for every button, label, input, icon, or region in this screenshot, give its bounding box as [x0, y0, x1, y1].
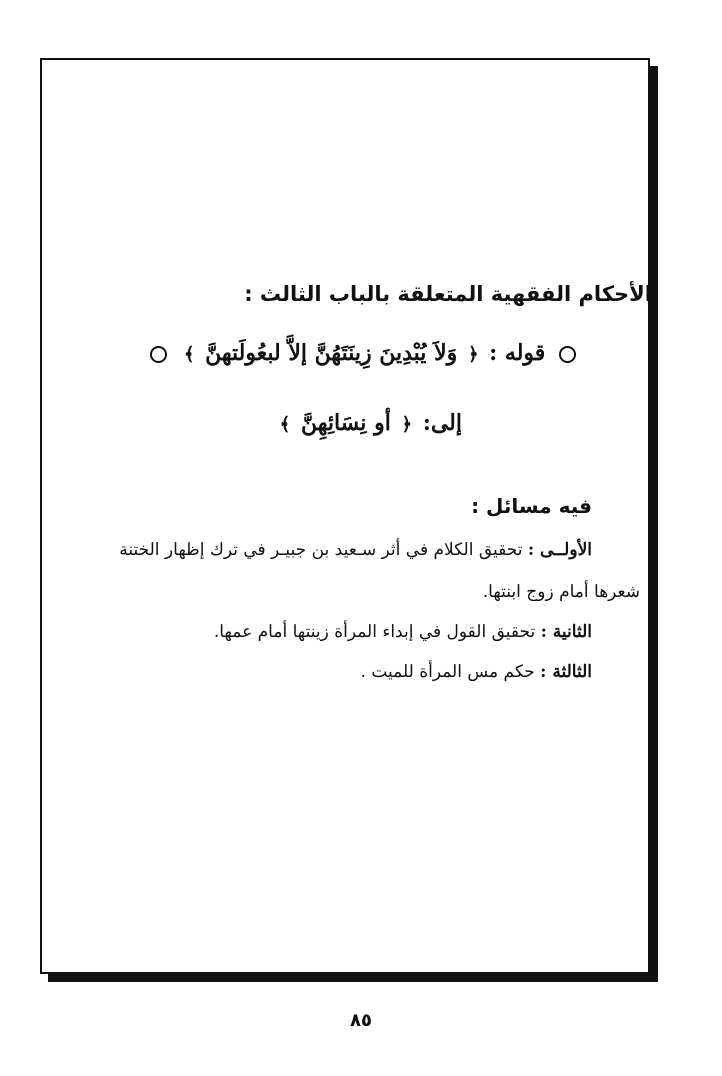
verse-close-bracket: ﴾: [183, 344, 195, 365]
questions-title: فيه مسائل :: [471, 494, 592, 518]
ring-ornament-icon: [559, 346, 576, 363]
verse-until: إلى:: [422, 410, 462, 436]
issue-second: [214, 622, 592, 642]
verse-open-bracket: ﴿: [467, 344, 479, 365]
issue-third: [361, 662, 592, 682]
ring-ornament-icon: [150, 346, 167, 363]
issue-first-continuation: شعرها أمام زوج ابنتها.: [482, 582, 640, 602]
verse-line-2: [277, 410, 462, 436]
verse-open-bracket-2: ﴿: [401, 414, 413, 435]
verse-text-1: وَلاَ يُبْدِينَ زِينَتَهُنَّ إلاَّ لبعُولَتهنَّ: [205, 340, 458, 366]
page-number: ٨٥: [350, 1010, 372, 1031]
issue-first-text: تحقيق الكلام في أثر سـعيد بن جبيـر في ترك إظهار الختنة: [119, 540, 523, 560]
issue-second-label: الثانية :: [540, 622, 592, 642]
issue-third-text: حكم مس المرأة للميت .: [360, 662, 535, 682]
section-heading: الأحكام الفقهية المتعلقة بالباب الثالث :: [244, 282, 652, 306]
issue-first-label: الأولــى :: [527, 540, 592, 560]
issue-third-label: الثالثة :: [540, 662, 592, 682]
verse-line-1: [144, 340, 582, 366]
verse-intro: قوله :: [489, 340, 546, 366]
issue-first: [119, 540, 592, 560]
issue-second-text: تحقيق القول في إبداء المرأة زينتها أمام عمها.: [213, 622, 536, 642]
verse-close-bracket-2: ﴾: [279, 414, 291, 435]
verse-text-2: أو نِسَائِهِنَّ: [300, 410, 391, 436]
